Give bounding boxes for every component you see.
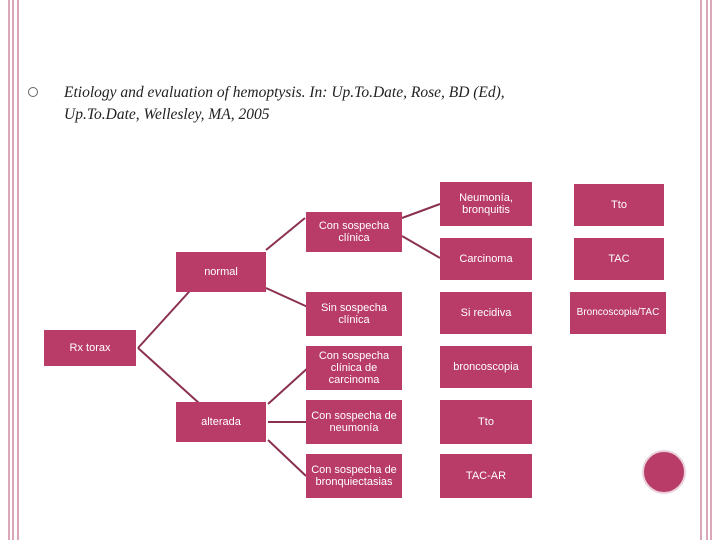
node-con-sospecha-clinica: Con sospecha clínica bbox=[306, 212, 402, 252]
reference-line-2: Up.To.Date, Wellesley, MA, 2005 bbox=[64, 106, 270, 123]
node-si-recidiva: Si recidiva bbox=[440, 292, 532, 334]
node-broncoscopia-tac: Broncoscopia/TAC bbox=[570, 292, 666, 334]
connector-alterada-carcinoma bbox=[268, 366, 310, 404]
node-broncoscopia: broncoscopia bbox=[440, 346, 532, 388]
node-tac: TAC bbox=[574, 238, 664, 280]
node-con-sospecha-carcinoma: Con sospecha clínica de carcinoma bbox=[306, 346, 402, 390]
connector-normal-sin-sospecha bbox=[266, 288, 310, 308]
reference-line-1: Etiology and evaluation of hemoptysis. In: Up.To.Date, Rose, BD (Ed), bbox=[64, 84, 505, 101]
node-neumonia-bronquitis: Neumonía, bronquitis bbox=[440, 182, 532, 226]
node-rx-torax: Rx torax bbox=[44, 330, 136, 366]
node-normal: normal bbox=[176, 252, 266, 292]
connector-con-sospecha-carcinoma bbox=[402, 236, 440, 258]
connector-con-sospecha-neumonia bbox=[402, 204, 440, 218]
connector-alterada-bronquiectasias bbox=[268, 440, 306, 476]
connector-rx-alterada bbox=[138, 348, 200, 404]
node-sin-sospecha-clinica: Sin sospecha clínica bbox=[306, 292, 402, 336]
node-tto: Tto bbox=[574, 184, 664, 226]
node-alterada: alterada bbox=[176, 402, 266, 442]
node-tac-ar: TAC-AR bbox=[440, 454, 532, 498]
node-carcinoma: Carcinoma bbox=[440, 238, 532, 280]
node-tto-neumonia: Tto bbox=[440, 400, 532, 444]
node-con-sospecha-neumonia: Con sospecha de neumonía bbox=[306, 400, 402, 444]
connector-normal-con-sospecha bbox=[266, 218, 305, 250]
decorative-circle-icon bbox=[642, 450, 686, 494]
node-con-sospecha-bronquiectasias: Con sospecha de bronquiectasias bbox=[306, 454, 402, 498]
